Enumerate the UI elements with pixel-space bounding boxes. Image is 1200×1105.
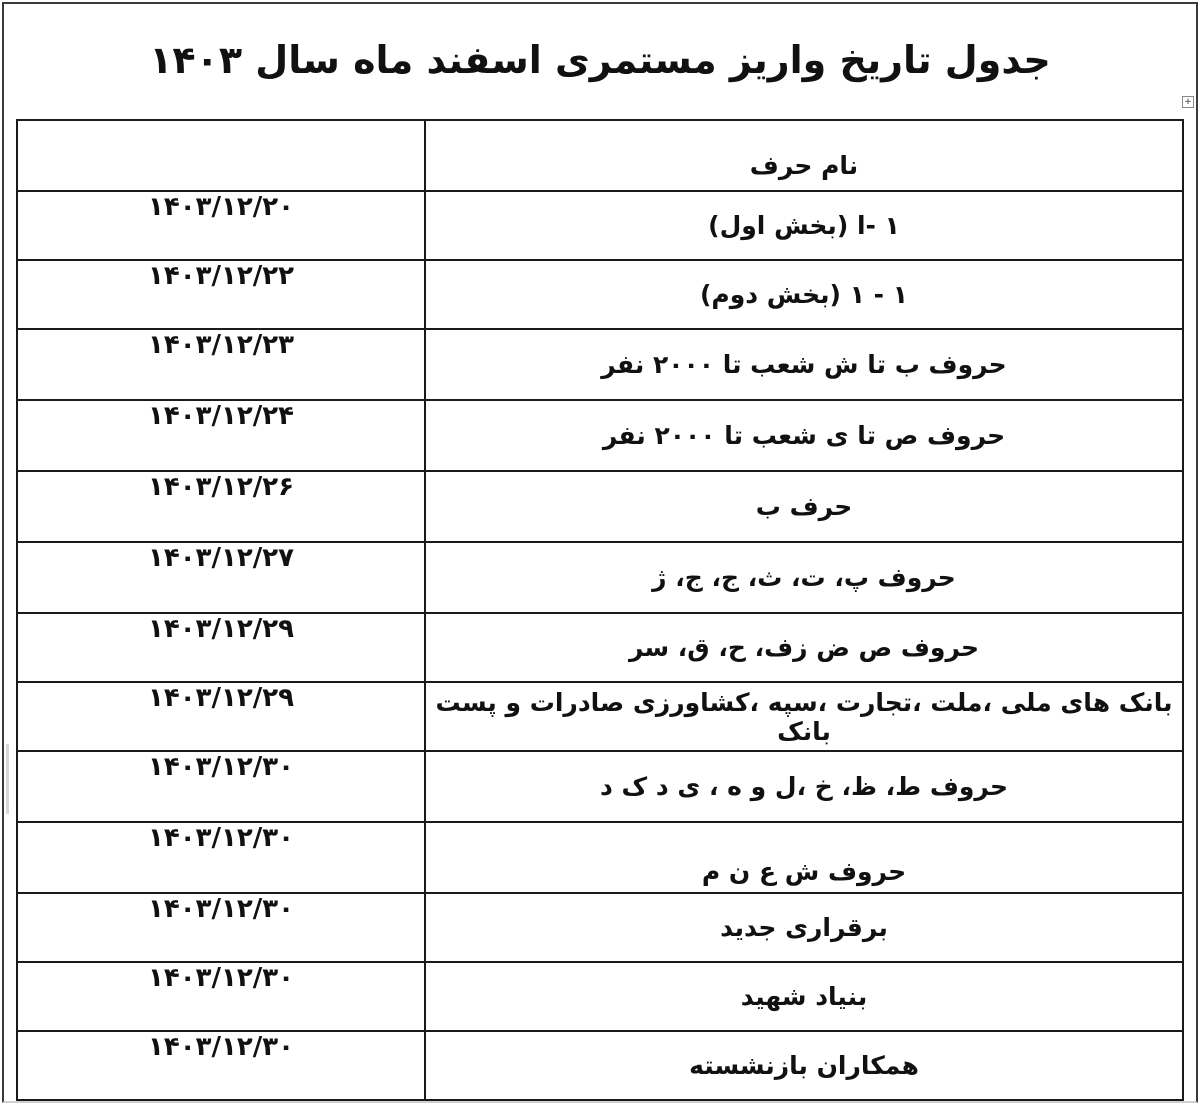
name-cell: بانک های ملی ،ملت ،تجارت ،سپه ،کشاورزی صادرات و پست بانک: [425, 682, 1183, 751]
name-cell: حرف ب: [425, 471, 1183, 542]
name-cell: حروف ص ض زف، ح، ق، سر: [425, 613, 1183, 682]
date-cell: ۱۴۰۳/۱۲/۲۲: [17, 260, 425, 329]
table-row: [17, 1031, 1183, 1100]
header-name-cell: [425, 120, 1183, 191]
name-cell: حروف ب تا ش شعب تا ۲۰۰۰ نفر: [425, 329, 1183, 400]
name-cell: بنیاد شهید: [425, 962, 1183, 1031]
table-header-row: [17, 120, 1183, 191]
date-cell: ۱۴۰۳/۱۲/۲۶: [17, 471, 425, 542]
date-cell: ۱۴۰۳/۱۲/۳۰: [17, 962, 425, 1031]
table-row: [17, 682, 1183, 751]
date-cell: ۱۴۰۳/۱۲/۲۷: [17, 542, 425, 613]
name-cell: حروف ص تا ی شعب تا ۲۰۰۰ نفر: [425, 400, 1183, 471]
table-row: [17, 962, 1183, 1031]
name-cell: حروف ط، ظ، خ ،ل و ه ، ی د ک د: [425, 751, 1183, 822]
scrollbar-mark: [6, 744, 9, 814]
name-cell: برقراری جدید: [425, 893, 1183, 962]
date-cell: ۱۴۰۳/۱۲/۲۹: [17, 682, 425, 751]
table-row: [17, 191, 1183, 260]
date-cell: ۱۴۰۳/۱۲/۲۴: [17, 400, 425, 471]
date-cell: ۱۴۰۳/۱۲/۲۹: [17, 613, 425, 682]
table-move-handle-icon[interactable]: +: [1182, 96, 1194, 108]
date-cell: ۱۴۰۳/۱۲/۳۰: [17, 1031, 425, 1100]
table-row: [17, 471, 1183, 542]
date-cell: ۱۴۰۳/۱۲/۳۰: [17, 751, 425, 822]
table-row: [17, 893, 1183, 962]
table-row: [17, 400, 1183, 471]
payment-schedule-table: [16, 119, 1184, 1101]
header-date-cell: [17, 120, 425, 191]
name-cell: حروف پ، ت، ث، ج، ج، ژ: [425, 542, 1183, 613]
table-row: [17, 822, 1183, 893]
name-cell: حروف ش ع ن م: [425, 822, 1183, 893]
table-row: [17, 329, 1183, 400]
table-row: [17, 613, 1183, 682]
document-title: جدول تاریخ واریز مستمری اسفند ماه سال ۱۴۰۳: [149, 38, 1051, 82]
header-name-label: نام حرف: [749, 151, 859, 180]
name-cell: ۱ - ۱ (بخش دوم): [425, 260, 1183, 329]
name-cell: همکاران بازنشسته: [425, 1031, 1183, 1100]
table-row: [17, 542, 1183, 613]
date-cell: ۱۴۰۳/۱۲/۲۳: [17, 329, 425, 400]
date-cell: ۱۴۰۳/۱۲/۲۰: [17, 191, 425, 260]
name-cell: ۱ -ا (بخش اول): [425, 191, 1183, 260]
table-row: [17, 751, 1183, 822]
date-cell: ۱۴۰۳/۱۲/۳۰: [17, 893, 425, 962]
date-cell: ۱۴۰۳/۱۲/۳۰: [17, 822, 425, 893]
table-row: [17, 260, 1183, 329]
